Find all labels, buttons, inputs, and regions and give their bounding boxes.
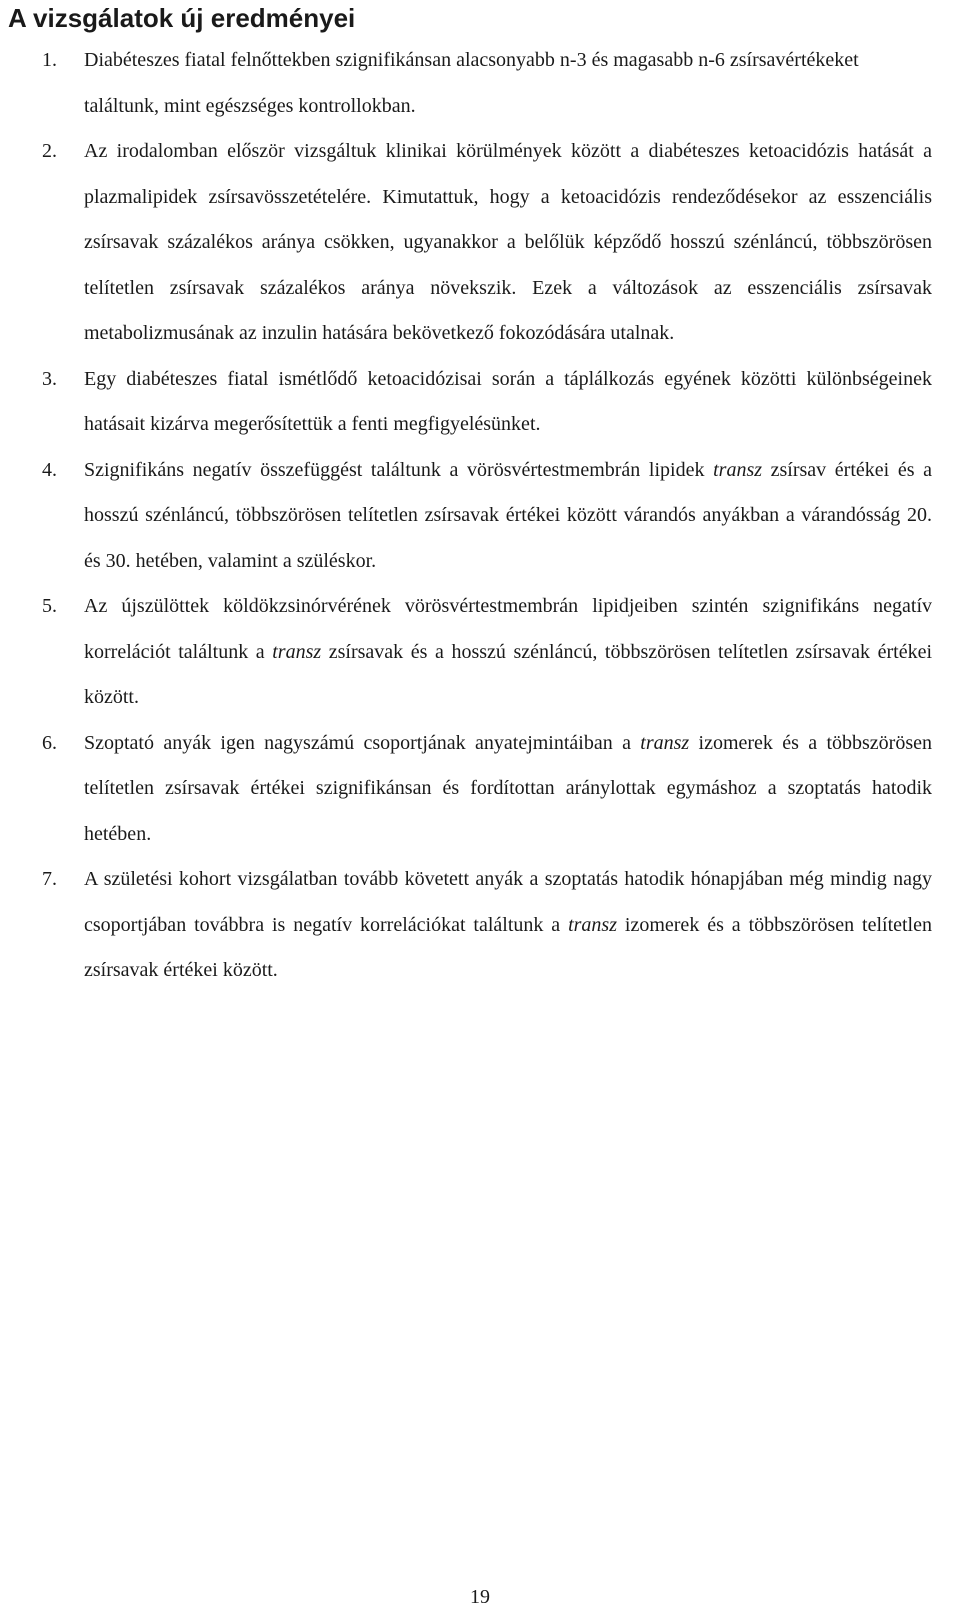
finding-number: 3.: [42, 367, 57, 390]
page-number: 19: [470, 1586, 490, 1608]
finding-text: [84, 857, 932, 994]
italic-term: transz: [640, 731, 690, 754]
finding-item-5: [0, 584, 960, 721]
finding-item-3: [0, 357, 960, 448]
finding-number: 1.: [42, 49, 57, 71]
finding-text: [84, 721, 932, 858]
finding-text-start: Az újszülöttek köldökzsinórvérének vörösvértestmembrán lipidjeiben szintén szignifikáns negatív korrelációt találtunk a: [84, 595, 932, 663]
finding-text-start: Szoptató anyák igen nagyszámú csoportjának anyatejmintáiban a: [84, 731, 641, 754]
finding-item-2: [0, 129, 960, 357]
italic-term: transz: [713, 458, 763, 481]
findings-list: [0, 38, 960, 994]
finding-text-end: izomerek és a többszörösen telítetlen zsírsavak értékei szignifikánsan és fordítottan aránylottak egymáshoz a szoptatás hatodik hetében.: [84, 731, 933, 845]
finding-item-4: [0, 448, 960, 585]
finding-text: [84, 448, 932, 585]
finding-text-end: izomerek és a többszörösen telítetlen zsírsavak értékei között.: [84, 913, 932, 981]
finding-item-1: [0, 38, 960, 129]
italic-term: transz: [568, 913, 617, 936]
finding-text: Egy diabéteszes fiatal ismétlődő ketoacidózisai során a táplálkozás egyének közötti különbségeinek hatásait kizárva megerősítettük a fenti megfigyelésünket.: [84, 367, 932, 435]
finding-text: [84, 584, 932, 721]
finding-number: 5.: [42, 595, 57, 617]
finding-text: Az irodalomban először vizsgáltuk klinikai körülmények között a diabéteszes ketoacidózis hatását a plazmalipidek zsírsavösszetételére. Kimutattuk, hogy a ketoacidózis rendeződésekor az esszenciális zsírsavak százalékos aránya csökken, ugyanakkor a belőlük képződő hosszú szénláncú, többszörösen telítetlen zsírsavak százalékos aránya növekszik. Ezek a változások az esszenciális zsírsavak metabolizmusának az inzulin hatására bekövetkező fokozódására utalnak.: [84, 140, 932, 344]
italic-term: transz: [272, 640, 322, 663]
section-heading: A vizsgálatok új eredményei: [8, 3, 356, 33]
finding-text-start: Szignifikáns negatív összefüggést találtunk a vörösvértestmembrán lipidek: [84, 458, 714, 481]
finding-item-7: [0, 857, 960, 994]
finding-text-start: A születési kohort vizsgálatban tovább követett anyák a szoptatás hatodik hónapjában még mindig nagy csoportjában továbbra is negatív korrelációkat találtunk a: [84, 868, 932, 936]
finding-text: Diabéteszes fiatal felnőttekben szignifikánsan alacsonyabb n-3 és magasabb n-6 zsírsavértékeket találtunk, mint egészséges kontrollokban.: [84, 49, 859, 117]
finding-number: 4.: [42, 458, 57, 481]
finding-number: 2.: [42, 140, 57, 162]
finding-number: 7.: [42, 868, 57, 890]
finding-text-end: zsírsavak és a hosszú szénláncú, többszörösen telítetlen zsírsavak értékei között.: [84, 640, 932, 708]
finding-text-end: zsírsav értékei és a hosszú szénláncú, többszörösen telítetlen zsírsavak értékei között várandós anyákban a várandósság 20. és 30. hetében, valamint a szüléskor.: [84, 458, 932, 572]
finding-item-6: [0, 721, 960, 858]
finding-number: 6.: [42, 731, 57, 754]
